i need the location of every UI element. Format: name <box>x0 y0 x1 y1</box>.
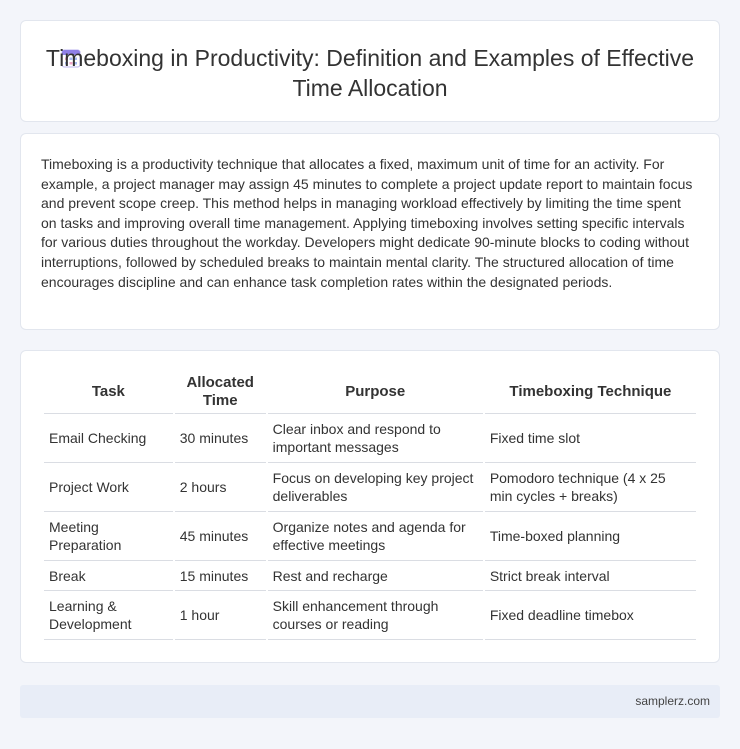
technique-cell: Strict break interval <box>485 561 696 591</box>
table-header-row <box>44 371 696 414</box>
page-title: Timeboxing in Productivity: Definition and Examples of Effective Time Allocation <box>45 45 695 101</box>
technique-cell: Fixed time slot <box>485 414 696 463</box>
column-header-allocated-time: Allocated Time <box>175 371 266 414</box>
column-header-purpose: Purpose <box>268 371 483 414</box>
time-cell: 15 minutes <box>175 561 266 591</box>
purpose-cell: Organize notes and agenda for effective meetings <box>268 512 483 561</box>
time-cell: 1 hour <box>175 591 266 640</box>
technique-cell: Pomodoro technique (4 x 25 min cycles + breaks) <box>485 463 696 512</box>
task-cell: Learning & Development <box>44 591 173 640</box>
title-card <box>20 20 720 122</box>
technique-cell: Fixed deadline timebox <box>485 591 696 640</box>
intro-paragraph: Timeboxing is a productivity technique that allocates a fixed, maximum unit of time for an activity. For example, a project manager may assign 45 minutes to complete a project update report to maintain focus and prevent scope creep. This method helps in managing workload effectively by limiting the time spent on tasks and improving overall time management. Applying timeboxing involves setting specific intervals for various duties throughout the workday. Developers might dedicate 90-minute blocks to coding without interruptions, followed by scheduled breaks to maintain mental clarity. The structured allocation of time encourages discipline and can enhance task completion rates within the designated periods. <box>41 156 693 290</box>
table-row <box>44 591 696 640</box>
footer-bar <box>20 685 720 718</box>
time-cell: 45 minutes <box>175 512 266 561</box>
intro-card <box>20 133 720 330</box>
table-card <box>20 350 720 663</box>
task-cell: Break <box>44 561 173 591</box>
time-cell: 30 minutes <box>175 414 266 463</box>
technique-cell: Time-boxed planning <box>485 512 696 561</box>
table-row <box>44 463 696 512</box>
timeboxing-table <box>42 371 698 640</box>
task-cell: Email Checking <box>44 414 173 463</box>
column-header-task: Task <box>44 371 173 414</box>
purpose-cell: Skill enhancement through courses or reading <box>268 591 483 640</box>
table-row <box>44 561 696 591</box>
footer-site-link[interactable]: samplerz.com <box>635 694 710 708</box>
purpose-cell: Rest and recharge <box>268 561 483 591</box>
task-cell: Meeting Preparation <box>44 512 173 561</box>
task-cell: Project Work <box>44 463 173 512</box>
table-row <box>44 414 696 463</box>
time-cell: 2 hours <box>175 463 266 512</box>
purpose-cell: Clear inbox and respond to important messages <box>268 414 483 463</box>
table-row <box>44 512 696 561</box>
purpose-cell: Focus on developing key project deliverables <box>268 463 483 512</box>
column-header-technique: Timeboxing Technique <box>485 371 696 414</box>
